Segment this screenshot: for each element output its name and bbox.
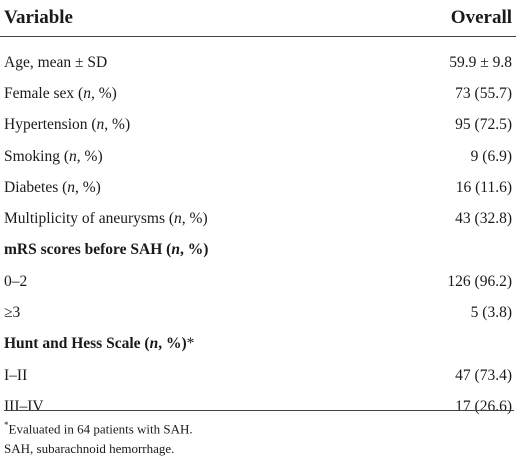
- label-italic: n: [67, 178, 76, 196]
- table-row: [0, 37, 516, 79]
- footnote-mark: *: [4, 420, 9, 430]
- header-variable: Variable: [0, 0, 385, 37]
- table-header-row: [0, 0, 516, 37]
- table-row: [0, 297, 516, 328]
- section-text-end: , %): [179, 241, 209, 259]
- label-text-end: , %): [90, 84, 117, 102]
- row-value: 9 (6.9): [470, 147, 512, 165]
- footnote-2: SAH, subarachnoid hemorrhage.: [4, 441, 175, 457]
- label-text: Smoking (: [4, 147, 70, 165]
- table-row: [0, 78, 516, 109]
- section-value-empty: [385, 329, 516, 360]
- row-value: 16 (11.6): [455, 178, 512, 196]
- row-label: [0, 37, 385, 79]
- table-row: [0, 110, 516, 141]
- section-italic: n: [171, 241, 180, 259]
- label-text-end: , %): [75, 178, 101, 196]
- label-text: Diabetes (: [4, 178, 68, 196]
- section-text: Hunt and Hess Scale (: [4, 335, 150, 353]
- row-value: 95 (72.5): [455, 116, 512, 134]
- table-footnotes: [4, 410, 514, 459]
- row-label: [0, 172, 385, 203]
- label-text: Age, mean ± SD: [4, 53, 108, 71]
- row-value: 126 (96.2): [447, 272, 512, 290]
- section-row-mrs: [0, 235, 516, 266]
- section-italic: n: [149, 335, 159, 353]
- row-value: 59.9 ± 9.8: [449, 53, 512, 71]
- row-value: 43 (32.8): [455, 210, 512, 228]
- label-text-end: , %): [181, 210, 208, 228]
- row-label: I–II: [4, 366, 28, 384]
- section-value-empty: [385, 235, 516, 266]
- footnote-text: Evaluated in 64 patients with SAH.: [8, 421, 193, 437]
- label-italic: n: [83, 84, 91, 102]
- row-label: [0, 78, 385, 109]
- table-row: [0, 172, 516, 203]
- row-value: 73 (55.7): [455, 84, 512, 102]
- header-overall: Overall: [385, 0, 516, 37]
- row-label: [0, 141, 385, 172]
- row-value: 47 (73.4): [455, 366, 512, 384]
- label-text-end: , %): [76, 147, 103, 165]
- footnote-1: [4, 415, 514, 439]
- row-value: 5 (3.8): [470, 304, 512, 322]
- table-row: [0, 141, 516, 172]
- label-italic: n: [69, 147, 77, 165]
- label-text-end: , %): [104, 116, 131, 134]
- section-text: mRS scores before SAH (: [4, 241, 172, 259]
- table-row: [0, 266, 516, 297]
- row-value: 17 (26.6): [455, 397, 512, 415]
- row-label: [0, 203, 385, 234]
- table-row: [0, 203, 516, 234]
- row-label: ≥3: [4, 304, 21, 322]
- label-text: Female sex (: [4, 84, 84, 102]
- section-label-hunt: [0, 329, 385, 360]
- row-label: 0–2: [4, 272, 28, 290]
- label-text: Hypertension (: [4, 116, 97, 134]
- row-label: [0, 110, 385, 141]
- row-label: III–IV: [4, 397, 44, 415]
- footnote-marker: *: [186, 335, 195, 353]
- label-italic: n: [174, 210, 182, 228]
- label-text: Multiplicity of aneurysms (: [4, 210, 175, 228]
- table-row: [0, 360, 516, 391]
- section-label-mrs: [0, 235, 385, 266]
- label-italic: n: [96, 116, 105, 134]
- section-text-end: , %): [158, 335, 187, 353]
- section-row-hunt: [0, 329, 516, 360]
